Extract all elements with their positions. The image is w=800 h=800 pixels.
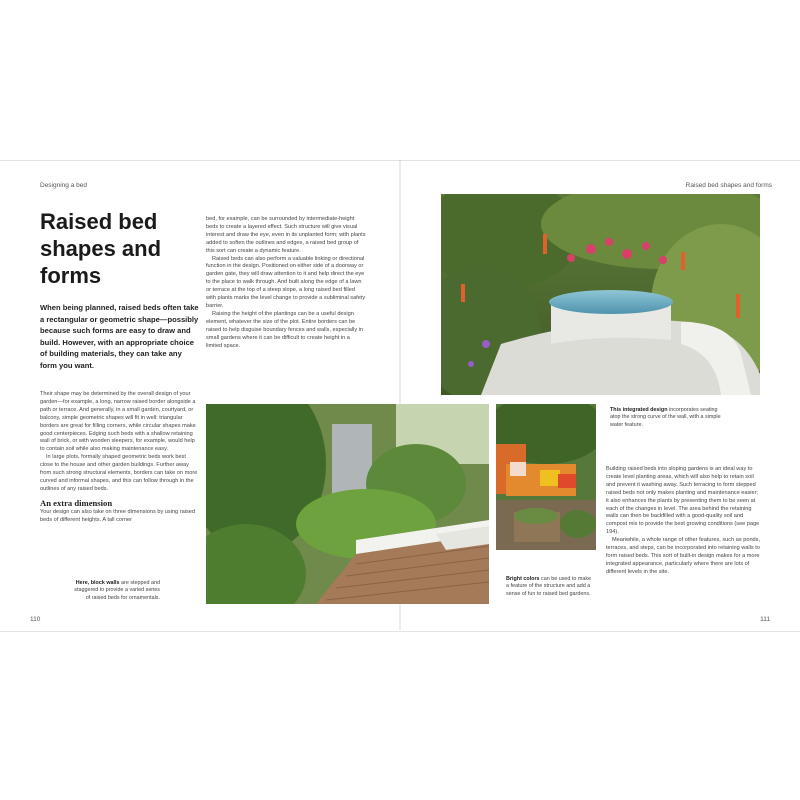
intro-paragraph: When being planned, raised beds often take a rectangular or geometric shape—possibly because such forms are easy to draw and build. However, with an appropriate choice of building materials, they can take any form you want. [40,303,199,370]
section-heading: An extra dimension [40,497,113,508]
caption-block-walls [70,580,160,602]
body-paragraph: Raising the height of the plantings can be a useful design element, whatever the size of the plot. Entire borders can be raised to help disguise boundary fences and walls, especially in small gardens where it can be difficult to create height in a limited space. [206,310,364,349]
body-paragraph: bed, for example, can be surrounded by intermediate-height beds to create a layered effect. Such structure will give visual interest and draw the eye, even in its unplanted form; with plants added to soften the outlines and edges, a raised bed group of this sort can create a dynamic feature. [206,216,366,254]
running-head-left: Designing a bed [40,182,87,189]
caption-bright-colors [506,576,594,598]
running-head-right: Raised bed shapes and forms [685,182,772,189]
page-number-left: 110 [30,616,41,623]
body-paragraph: In large plots, formally shaped geometric beds work best close to the house and other garden buildings. Further away from such strong structural elements, borders can take on more curved and informal shapes, and this can follow through in the outlines of any raised beds. [40,454,198,492]
body-paragraph: Their shape may be determined by the overall design of your garden—for example, a long, narrow raised border alongside a path or terrace. And generally, in a small garden, courtyard, or balcony, simple geometric shapes will fit in well: triangular borders are great for filling corners, while circular shapes make good centerpieces. Edging such beds with a shallow retaining wall of brick, or with wooden sleepers, for example, would help to contain soil while also making maintenance easy. [40,391,196,453]
caption-text: are stepped and staggered to provide a varied series of raised beds for ornamentals. [74,580,160,601]
body-paragraph: Raised beds can also perform a valuable linking or directional function in the design. Positioned on either side of a doorway or garden gate, they will draw attention to it and help direct the eye to the place to walk through. And built along the edge of a lawn or terrace at the top of a steep slope, a long raised bed filled with plants marks the level change to provide a subliminal safety barrier. [206,255,366,309]
caption-lead: This integrated design [610,407,668,413]
body-column-2 [206,216,366,350]
photo-block-walls [206,404,489,604]
body-column-3 [606,466,762,577]
photo-bright-colors [496,404,596,550]
body-column-1 [40,391,200,525]
body-paragraph: Meanwhile, a whole range of other features, such as ponds, terraces, and steps, can be incorporated into retaining walls to form raised beds. This sort of built-in design makes for a more integrated appearance, particularly where there are lots of different levels in the site. [606,537,761,575]
caption-text: incorporates seating atop the strong curve of the wall, with a simple water feature. [610,407,721,428]
caption-integrated-design [610,407,722,429]
caption-lead: Bright colors [506,576,540,582]
page-title: Raised bed shapes and forms [40,209,162,288]
page-number-right: 111 [760,616,770,623]
body-paragraph: Your design can also take on three dimensions by using raised beds of different heights. A tall corner [40,508,195,523]
caption-text: can be used to make a feature of the structure and add a sense of fun to raised bed gardens. [506,576,592,597]
body-paragraph: Building raised beds into sloping gardens is an ideal way to create level planting areas, which will also help to retain soil and prevent it washing away. Such terracing to form stepped raised beds not only makes planting and maintenance easier; it also enhances the plants by presenting them to be seen at each of the changes in level. The area behind the retaining walls can then be backfilled with a good-quality soil and compost mix to provide the best growing conditions (see page 194). [606,466,760,536]
caption-lead: Here, block walls [75,580,120,586]
photo-water-feature [441,194,760,395]
